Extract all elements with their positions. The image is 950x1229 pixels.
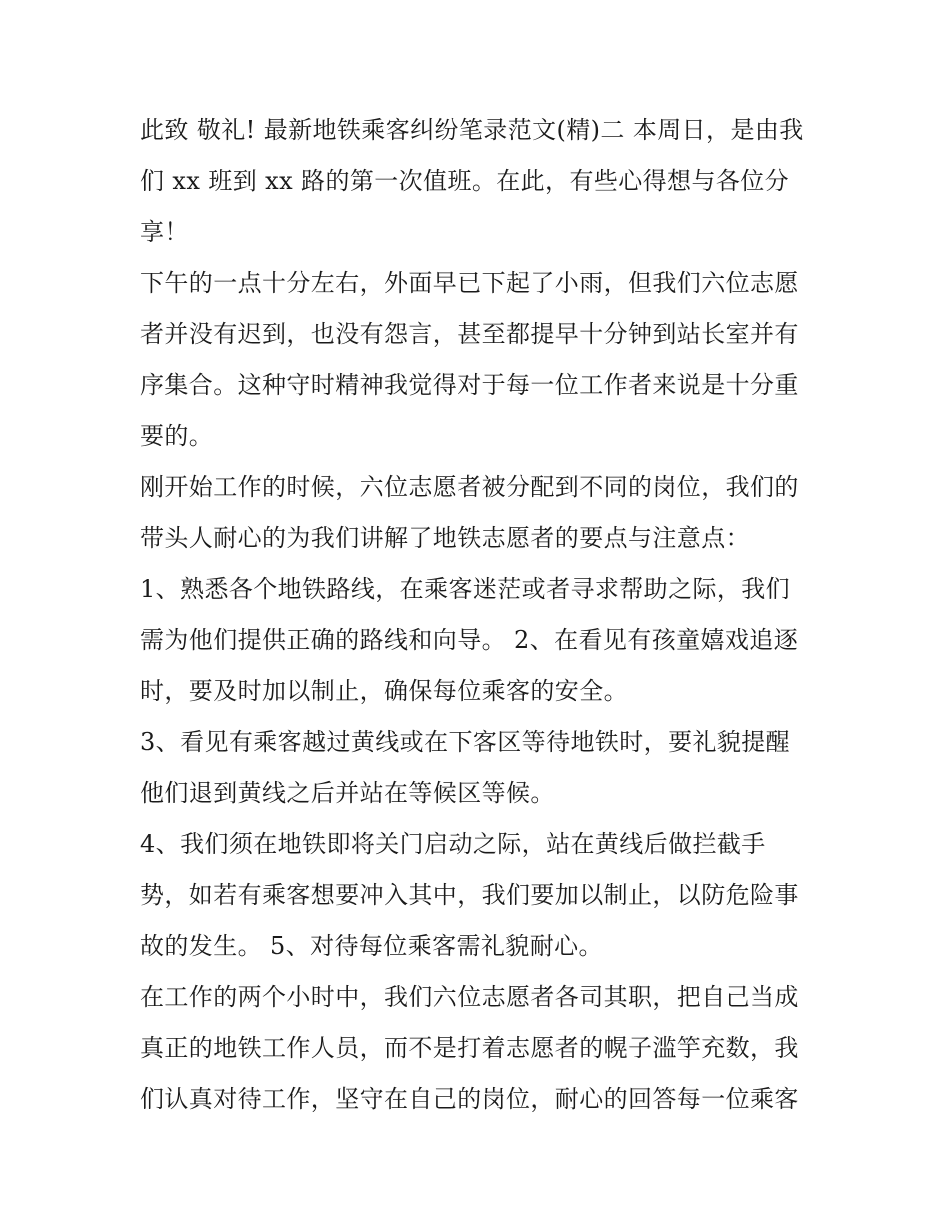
paragraph-points-4-5 [140, 819, 820, 972]
text-line: 们 xx 班到 xx 路的第一次值班。在此，有些心得想与各位分 [140, 167, 790, 195]
text-line: 下午的一点十分左右，外面早已下起了小雨，但我们六位志愿 [140, 269, 799, 297]
text-line: 时，要及时加以制止，确保每位乘客的安全。 [140, 677, 628, 705]
text-line: 势，如若有乘客想要冲入其中，我们要加以制止，以防危险事 [140, 881, 799, 909]
text-line: 1、熟悉各个地铁路线，在乘客迷茫或者寻求帮助之际，我们 [140, 575, 791, 603]
paragraph-closing-and-intro [140, 105, 820, 258]
text-line: 序集合。这种守时精神我觉得对于每一位工作者来说是十分重 [140, 371, 799, 399]
text-line: 故的发生。 5、对待每位乘客需礼貌耐心。 [140, 932, 603, 960]
text-line: 他们退到黄线之后并站在等候区等候。 [140, 779, 555, 807]
text-line: 3、看见有乘客越过黄线或在下客区等待地铁时，要礼貌提醒 [140, 728, 791, 756]
paragraph-assignment [140, 462, 820, 564]
text-line: 此致 敬礼! 最新地铁乘客纠纷笔录范文(精)二 本周日，是由我 [140, 116, 804, 144]
text-line: 享！ [140, 218, 189, 246]
document-body [140, 105, 820, 1125]
paragraph-point-3 [140, 717, 820, 819]
text-line: 在工作的两个小时中，我们六位志愿者各司其职，把自己当成 [140, 983, 799, 1011]
text-line: 刚开始工作的时候，六位志愿者被分配到不同的岗位，我们的 [140, 473, 799, 501]
paragraph-work-hours [140, 972, 820, 1125]
text-line: 需为他们提供正确的路线和向导。 2、在看见有孩童嬉戏追逐 [140, 626, 799, 654]
text-line: 带头人耐心的为我们讲解了地铁志愿者的要点与注意点： [140, 524, 750, 552]
text-line: 要的。 [140, 422, 214, 450]
text-line: 们认真对待工作，坚守在自己的岗位，耐心的回答每一位乘客 [140, 1085, 799, 1113]
text-line: 4、我们须在地铁即将关门启动之际，站在黄线后做拦截手 [140, 830, 766, 858]
text-line: 真正的地铁工作人员，而不是打着志愿者的幌子滥竽充数，我 [140, 1034, 799, 1062]
text-line: 者并没有迟到，也没有怨言，甚至都提早十分钟到站长室并有 [140, 320, 799, 348]
paragraph-points-1-2 [140, 564, 820, 717]
paragraph-punctuality [140, 258, 820, 462]
